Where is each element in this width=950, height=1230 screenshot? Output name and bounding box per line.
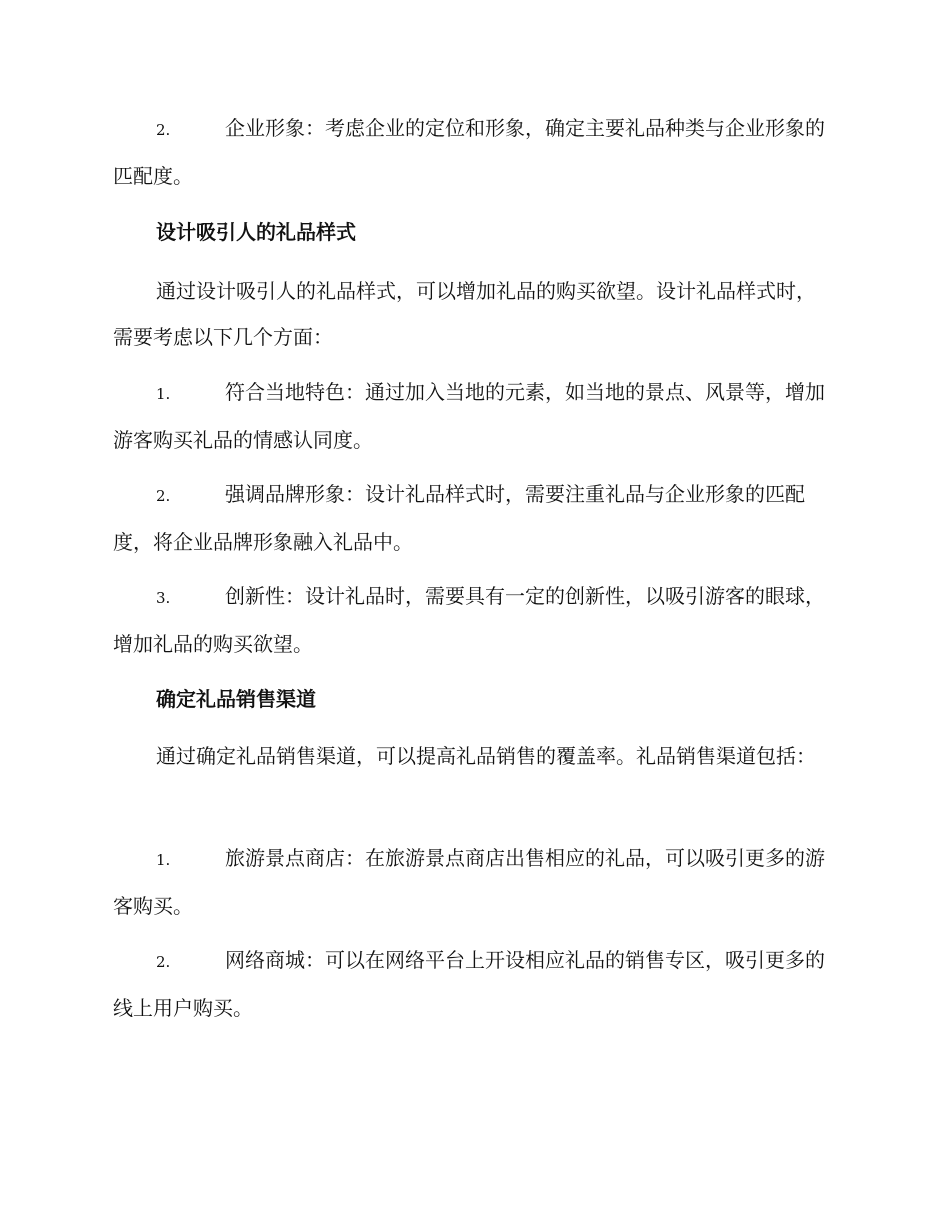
- paragraph-design-intro: 通过设计吸引人的礼品样式，可以增加礼品的购买欲望。设计礼品样式时，需要考虑以下几个方面：: [113, 279, 816, 349]
- list-number: 1.: [156, 851, 171, 869]
- list-item: [113, 835, 833, 929]
- list-number: 1.: [156, 385, 171, 403]
- list-number: 2.: [156, 487, 171, 505]
- list-item-text: 企业形象：考虑企业的定位和形象，确定主要礼品种类与企业形象的匹配度。: [113, 116, 825, 188]
- section-heading-design: 设计吸引人的礼品样式: [156, 220, 356, 244]
- list-item: [113, 937, 833, 1031]
- list-item-text: 强调品牌形象：设计礼品样式时，需要注重礼品与企业形象的匹配度，将企业品牌形象融入礼品中。: [113, 482, 805, 554]
- list-item-text: 网络商城：可以在网络平台上开设相应礼品的销售专区，吸引更多的线上用户购买。: [113, 948, 825, 1020]
- list-number: 2.: [156, 953, 171, 971]
- list-number: 2.: [156, 121, 171, 139]
- list-number: 3.: [156, 589, 171, 607]
- list-item-text: 符合当地特色：通过加入当地的元素，如当地的景点、风景等，增加游客购买礼品的情感认同度。: [113, 380, 825, 452]
- list-item: [113, 105, 833, 199]
- list-item: [113, 369, 833, 463]
- list-item: [113, 573, 833, 667]
- list-item-text: 旅游景点商店：在旅游景点商店出售相应的礼品，可以吸引更多的游客购买。: [113, 846, 825, 918]
- paragraph-channels-intro: 通过确定礼品销售渠道，可以提高礼品销售的覆盖率。礼品销售渠道包括：: [156, 744, 816, 768]
- section-heading-channels: 确定礼品销售渠道: [156, 687, 316, 711]
- list-item-text: 创新性：设计礼品时，需要具有一定的创新性，以吸引游客的眼球，增加礼品的购买欲望。: [113, 584, 825, 656]
- list-item: [113, 471, 833, 565]
